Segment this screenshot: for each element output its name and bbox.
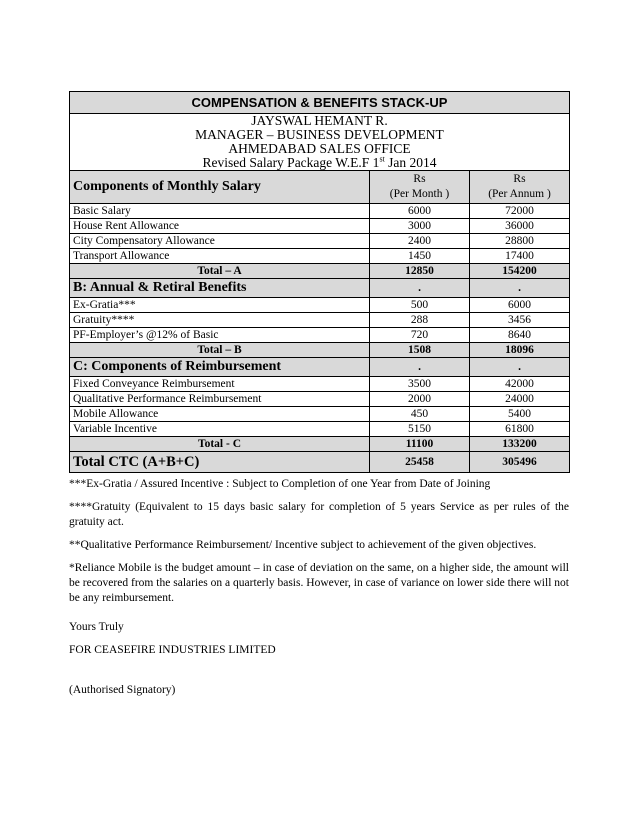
closing-block (69, 620, 569, 698)
row-annum-value: 8640 (470, 328, 570, 343)
row-label: Mobile Allowance (70, 407, 370, 422)
row-label: Basic Salary (70, 204, 370, 219)
footnotes (69, 477, 569, 606)
employee-header-block (70, 114, 570, 171)
per-annum-unit: Rs (513, 173, 526, 185)
row-month-value: 720 (370, 328, 470, 343)
table-row (70, 407, 570, 422)
table-row (70, 422, 570, 437)
note-reliance-mobile: *Reliance Mobile is the budget amount – in case of deviation on the same, on a higher side, the amount will be recovered from the salaries on a quarterly basis. However, in case of variance on lower side there will not be any reimbursement. (69, 562, 569, 604)
row-month-value: 2400 (370, 234, 470, 249)
total-ctc-month: 25458 (370, 452, 470, 473)
closing-salutation: Yours Truly (69, 621, 124, 633)
package-prefix: Revised Salary Package W.E.F 1 (202, 155, 380, 170)
package-superscript: st (379, 154, 385, 164)
total-b-annum: 18096 (470, 343, 570, 358)
row-month-value: 288 (370, 313, 470, 328)
row-annum-value: 72000 (470, 204, 570, 219)
row-month-value: 1450 (370, 249, 470, 264)
per-annum-label: (Per Annum ) (488, 188, 551, 200)
row-label: City Compensatory Allowance (70, 234, 370, 249)
row-annum-value: 6000 (470, 298, 570, 313)
section-c-annum-mark: . (470, 358, 570, 377)
total-b-row (70, 343, 570, 358)
total-a-month: 12850 (370, 264, 470, 279)
row-month-value: 500 (370, 298, 470, 313)
employee-designation: MANAGER – BUSINESS DEVELOPMENT (195, 127, 444, 142)
row-annum-value: 5400 (470, 407, 570, 422)
row-month-value: 6000 (370, 204, 470, 219)
table-row (70, 377, 570, 392)
section-b-month-mark: . (370, 279, 470, 298)
section-c-month-mark: . (370, 358, 470, 377)
total-b-label: Total – B (70, 343, 370, 358)
section-b-header-row (70, 279, 570, 298)
total-b-month: 1508 (370, 343, 470, 358)
total-ctc-annum: 305496 (470, 452, 570, 473)
employee-name: JAYSWAL HEMANT R. (251, 113, 388, 128)
closing-signatory: (Authorised Signatory) (69, 684, 176, 696)
component-column-header: Components of Monthly Salary (70, 171, 370, 204)
table-row (70, 249, 570, 264)
per-month-label: (Per Month ) (389, 188, 450, 200)
table-row (70, 219, 570, 234)
package-suffix: Jan 2014 (384, 155, 437, 170)
total-ctc-label: Total CTC (A+B+C) (70, 452, 370, 473)
row-annum-value: 24000 (470, 392, 570, 407)
section-b-annum-mark: . (470, 279, 570, 298)
note-qualitative-performance: **Qualitative Performance Reimbursement/ Incentive subject to achievement of the given objectives. (69, 539, 537, 551)
per-month-column-header (370, 171, 470, 204)
compensation-table (69, 91, 570, 473)
row-label: PF-Employer’s @12% of Basic (70, 328, 370, 343)
section-c-title: C: Components of Reimbursement (70, 358, 370, 377)
table-row (70, 392, 570, 407)
row-label: Qualitative Performance Reimbursement (70, 392, 370, 407)
employee-office: AHMEDABAD SALES OFFICE (228, 141, 411, 156)
row-annum-value: 28800 (470, 234, 570, 249)
column-header-row (70, 171, 570, 204)
row-month-value: 3500 (370, 377, 470, 392)
closing-company: FOR CEASEFIRE INDUSTRIES LIMITED (69, 644, 276, 656)
table-row (70, 313, 570, 328)
total-c-annum: 133200 (470, 437, 570, 452)
total-ctc-row (70, 452, 570, 473)
total-c-month: 11100 (370, 437, 470, 452)
table-row (70, 298, 570, 313)
row-label: Variable Incentive (70, 422, 370, 437)
per-annum-column-header (470, 171, 570, 204)
row-annum-value: 3456 (470, 313, 570, 328)
total-c-label: Total - C (70, 437, 370, 452)
row-label: Ex-Gratia*** (70, 298, 370, 313)
row-month-value: 5150 (370, 422, 470, 437)
document-title: COMPENSATION & BENEFITS STACK-UP (70, 92, 570, 114)
row-month-value: 3000 (370, 219, 470, 234)
table-row (70, 328, 570, 343)
row-label: House Rent Allowance (70, 219, 370, 234)
row-annum-value: 17400 (470, 249, 570, 264)
row-annum-value: 61800 (470, 422, 570, 437)
table-row (70, 234, 570, 249)
row-label: Transport Allowance (70, 249, 370, 264)
row-month-value: 450 (370, 407, 470, 422)
row-label: Fixed Conveyance Reimbursement (70, 377, 370, 392)
note-ex-gratia: ***Ex-Gratia / Assured Incentive : Subject to Completion of one Year from Date of Joining (69, 478, 491, 490)
per-month-unit: Rs (413, 173, 426, 185)
document-page (69, 91, 569, 698)
total-a-row (70, 264, 570, 279)
section-b-title: B: Annual & Retiral Benefits (70, 279, 370, 298)
table-title-row (70, 92, 570, 114)
row-label: Gratuity**** (70, 313, 370, 328)
row-annum-value: 42000 (470, 377, 570, 392)
table-row (70, 204, 570, 219)
total-c-row (70, 437, 570, 452)
row-annum-value: 36000 (470, 219, 570, 234)
section-c-header-row (70, 358, 570, 377)
package-effective-line (73, 156, 566, 170)
row-month-value: 2000 (370, 392, 470, 407)
total-a-annum: 154200 (470, 264, 570, 279)
note-gratuity: ****Gratuity (Equivalent to 15 days basic salary for completion of 5 years Service as per rules of the gratuity act. (69, 501, 569, 528)
total-a-label: Total – A (70, 264, 370, 279)
